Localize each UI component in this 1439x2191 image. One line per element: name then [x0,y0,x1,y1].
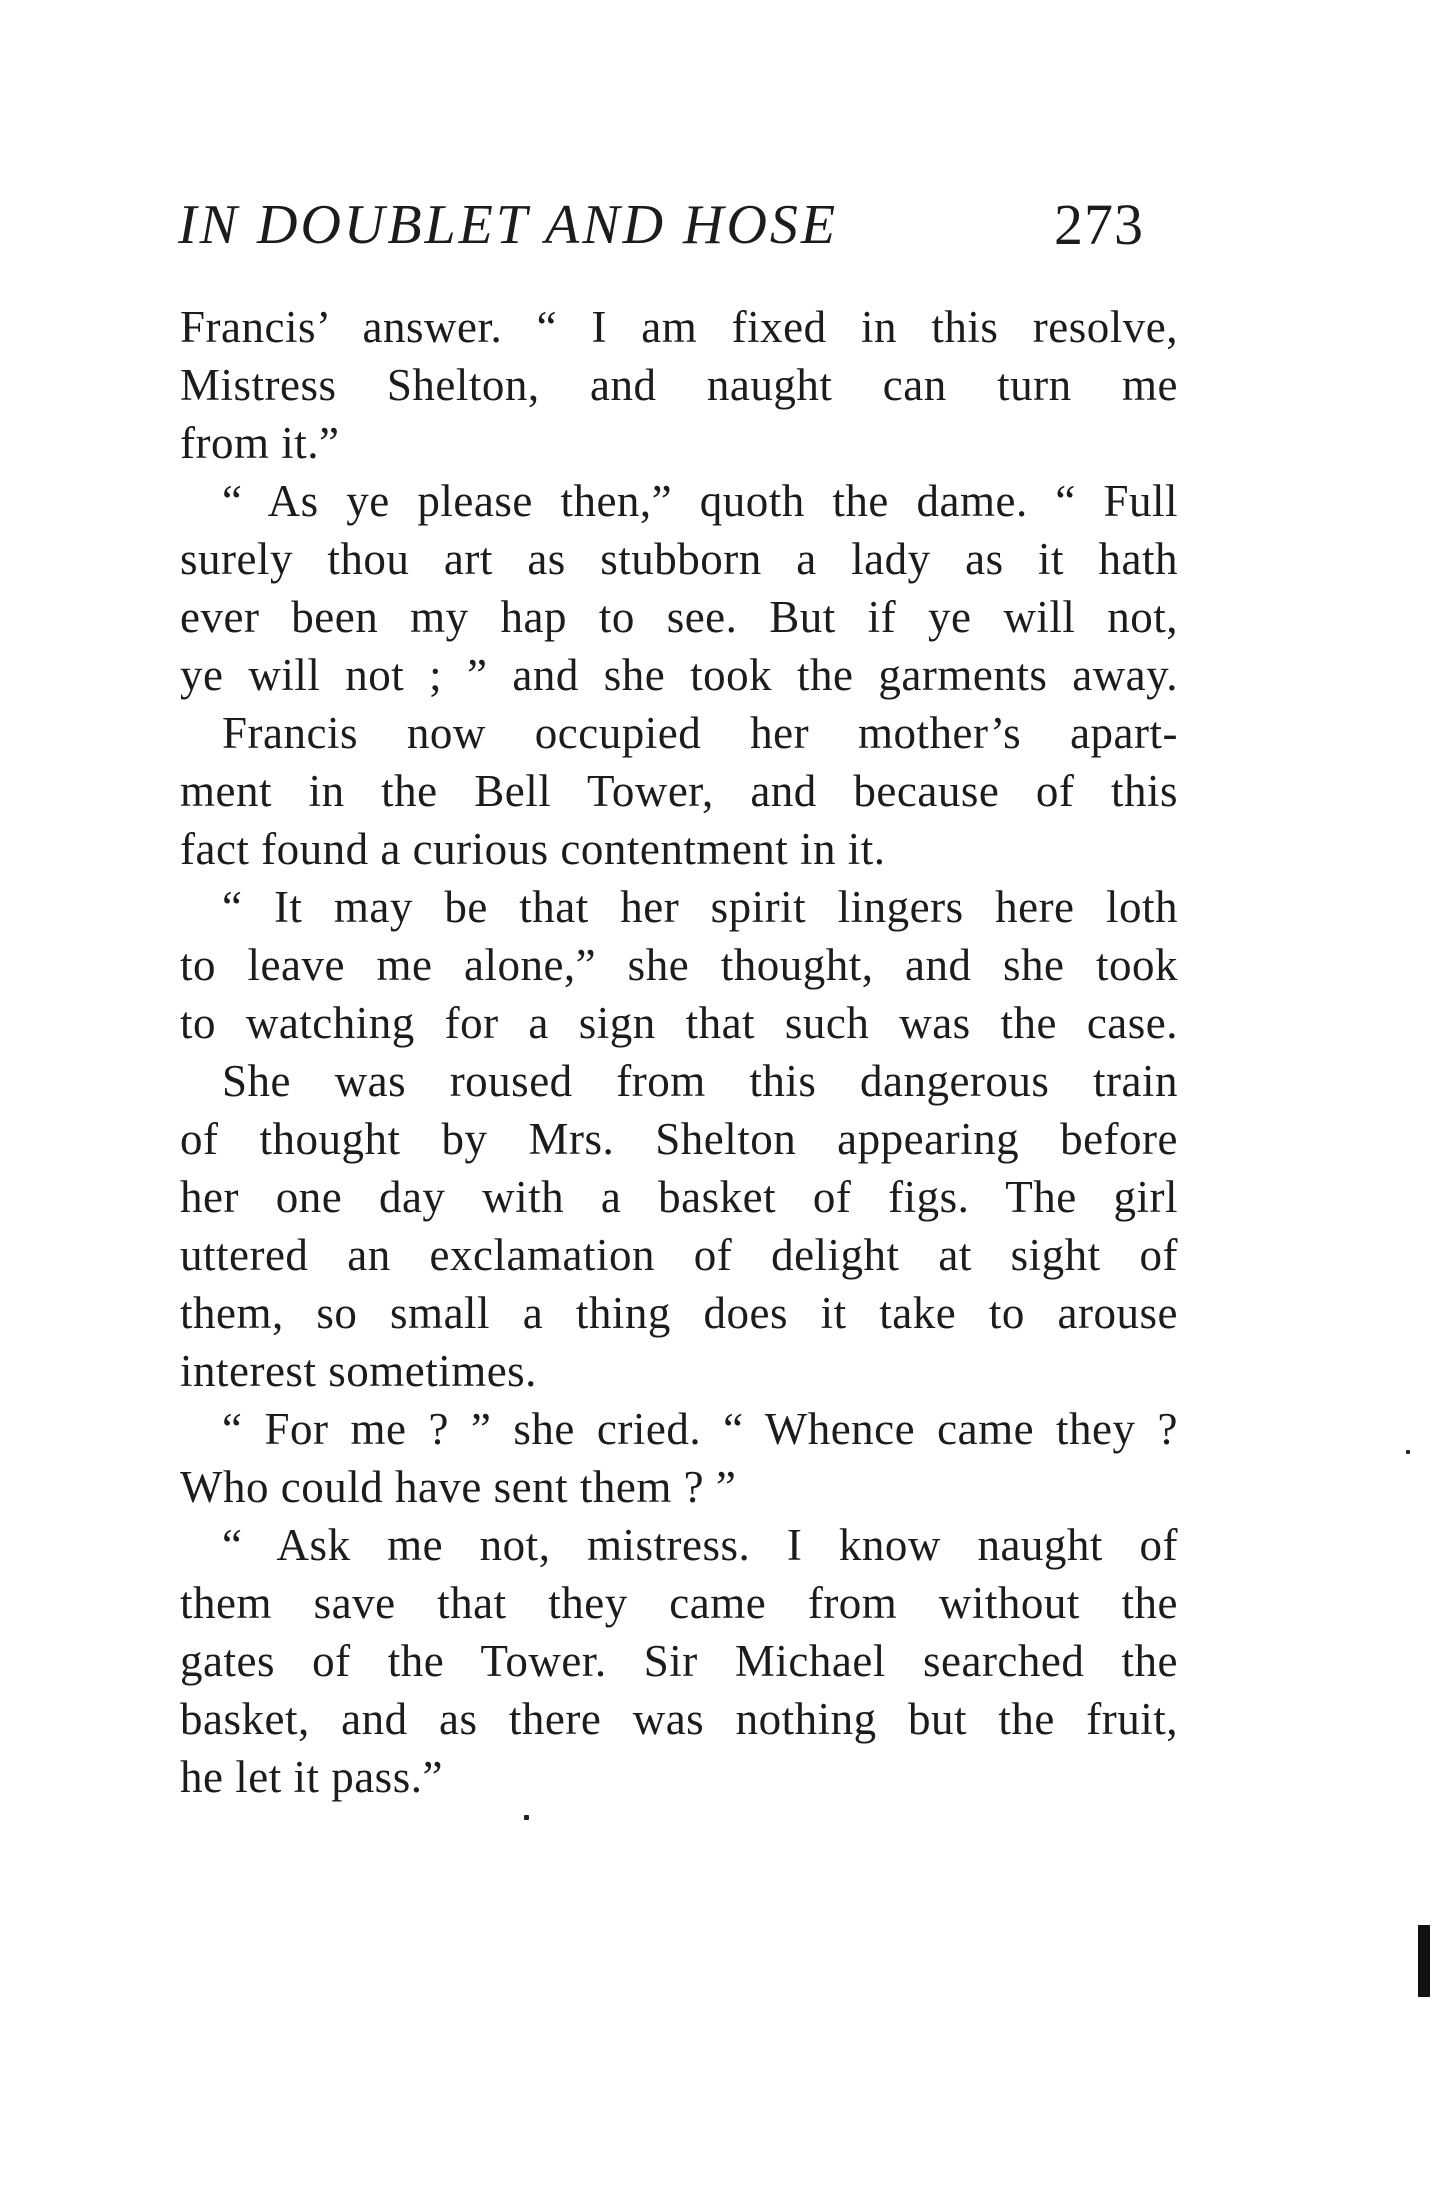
text-line: them save that they came from without the [180,1578,1178,1628]
text-line: from it.” [180,418,340,468]
text-line: “ Ask me not, mistress. I know naught of [222,1520,1178,1570]
page-number: 273 [1054,192,1144,257]
text-line: “ As ye please then,” quoth the dame. “ Full [222,476,1178,526]
scan-speck [524,1815,529,1820]
text-line: her one day with a basket of figs. The girl [180,1172,1178,1222]
text-line: to watching for a sign that such was the case. [180,998,1178,1048]
text-line: he let it pass.” [180,1752,443,1802]
scan-speck [1406,1450,1410,1454]
text-line: ye will not ; ” and she took the garments away. [180,650,1178,700]
text-line: Francis’ answer. “ I am fixed in this resolve, [180,302,1178,352]
text-line: “ It may be that her spirit lingers here loth [222,882,1178,932]
text-line: surely thou art as stubborn a lady as it hath [180,534,1178,584]
text-line: them, so small a thing does it take to arouse [180,1288,1178,1338]
running-title: IN DOUBLET AND HOSE [178,194,839,256]
text-line: Francis now occupied her mother’s apart- [222,708,1178,758]
text-line: ment in the Bell Tower, and because of this [180,766,1178,816]
text-line: fact found a curious contentment in it. [180,824,886,874]
text-line: She was roused from this dangerous train [222,1056,1178,1106]
text-line: “ For me ? ” she cried. “ Whence came they ? [222,1404,1178,1454]
scan-edge-mark [1418,1925,1430,1997]
text-line: to leave me alone,” she thought, and she took [180,940,1178,990]
text-line: interest sometimes. [180,1346,537,1396]
running-head [178,185,1178,265]
text-line: Who could have sent them ? ” [180,1462,737,1512]
text-line: Mistress Shelton, and naught can turn me [180,360,1178,410]
text-line: of thought by Mrs. Shelton appearing before [180,1114,1178,1164]
text-line: ever been my hap to see. But if ye will not, [180,592,1178,642]
text-line: uttered an exclamation of delight at sight of [180,1230,1178,1280]
text-line: basket, and as there was nothing but the fruit, [180,1694,1178,1744]
text-line: gates of the Tower. Sir Michael searched the [180,1636,1178,1686]
